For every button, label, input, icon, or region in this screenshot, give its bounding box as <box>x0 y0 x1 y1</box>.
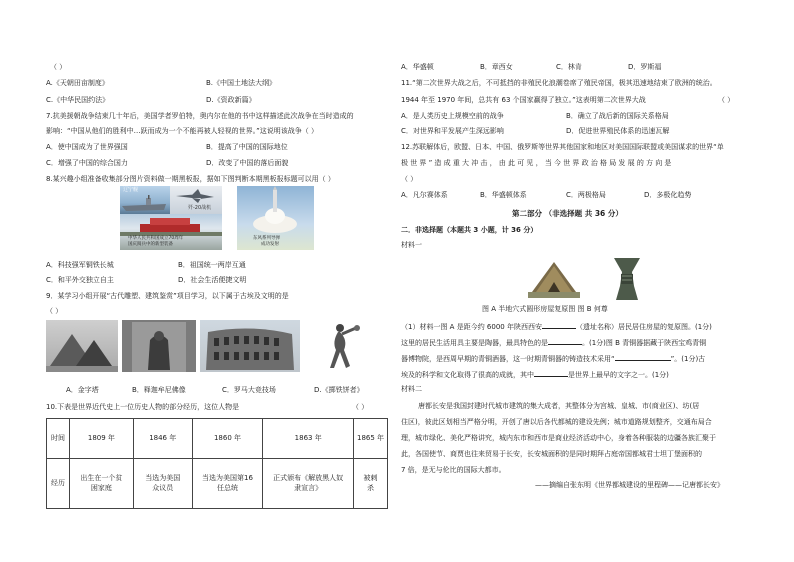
fighter-jet-label: 歼-20战机 <box>188 205 212 211</box>
table-row-head: 经历 <box>47 459 70 509</box>
table-cell-year: 1863 年 <box>263 419 354 459</box>
answer-blank[interactable] <box>615 354 671 361</box>
table-cell-year: 1846 年 <box>133 419 192 459</box>
q12-option-c[interactable]: C．两极格局 <box>566 191 606 199</box>
buddha-statue-image <box>122 320 196 372</box>
q1-line2-suffix: 。(1分)图 B 青铜器据藏于陕西宝鸡青铜 <box>582 339 707 347</box>
q8-option-a[interactable]: A．科技强军铜铁长城 <box>46 261 114 269</box>
q11-option-c[interactable]: C．对世界和平发展产生深远影响 <box>401 127 504 135</box>
aircraft-carrier-label: 辽宁舰 <box>123 187 139 193</box>
q1-line2-prefix: 这里的居民生活用具主要是陶器，最具特色的是 <box>401 339 548 347</box>
q10-bracket: （ ） <box>352 403 369 411</box>
q1-line1-prefix: （1）材料一图 A 是距今约 6000 年陕西西安 <box>401 323 542 331</box>
fighter-jet-image <box>170 186 222 214</box>
table-cell-event: 当选为美国第16任总统 <box>192 459 263 509</box>
q10-option-b[interactable]: B．章西女 <box>480 63 513 71</box>
table-cell-event: 正式颁布《解放黑人奴隶宣言》 <box>263 459 354 509</box>
missile-launch-image <box>237 186 314 250</box>
q9-bracket: （ ） <box>46 307 63 315</box>
table-cell-event: 当选为美国众议员 <box>133 459 192 509</box>
part2-title: 第二部分 （非选择题 共 36 分） <box>512 209 623 218</box>
figure-caption: 图 A 半地穴式圆形房屋复原图 图 B 何尊 <box>482 305 608 313</box>
parade-image <box>120 214 222 250</box>
semi-subterranean-house-image <box>528 256 580 302</box>
q7-option-a[interactable]: A．使中国成为了世界强国 <box>46 143 128 151</box>
material-2-line3: 理，城市绿化、美化严格讲究，城内东市和西市是商业经济活动中心，身着各种服装的边疆各族汇聚于 <box>401 434 716 442</box>
q12-option-a[interactable]: A．凡尔赛体系 <box>401 191 448 199</box>
q9-option-d[interactable]: D.《掷铁饼者》 <box>314 386 364 394</box>
q7-option-d[interactable]: D．改变了中国的落后面貌 <box>206 159 289 167</box>
parade-caption-line1: 中华人民共和国成立70周年 <box>128 236 184 241</box>
q10-stem: 10.下表是世界近代史上一位历史人物的部分经历，这位人物是 <box>46 403 240 411</box>
q1-line3 <box>401 354 705 363</box>
material-2-label: 材料二 <box>401 385 422 393</box>
q11-stem-line1: 11.“第二次世界大战之后，不可抵挡的非殖民化浪潮卷席了殖民帝国，极其迅速地结束了欧洲的统治。 <box>401 79 717 87</box>
section-title: 二．非选择题（本题共 3 小题，计 36 分） <box>401 226 538 234</box>
q1-line4-suffix: 是世界上最早的文字之一。(1分) <box>568 371 669 379</box>
q6-option-d[interactable]: D.《资政新篇》 <box>206 96 256 104</box>
q8-stem: 8.某兴趣小组准备收集部分图片资料做一期黑板报，据如下图判断本期黑板报标题可以用（ ） <box>46 175 335 183</box>
q9-stem: 9．某学习小组开展“古代雕塑、建筑鉴赏”项目学习，以下属于古埃及文明的是 <box>46 292 289 300</box>
table-cell-event: 被刺杀 <box>354 459 388 509</box>
q9-option-a[interactable]: A．金字塔 <box>66 386 99 394</box>
q11-stem-line2: 1944 年至 1970 年间，总共有 63 个国家赢得了独立。”这表明第二次世界大战 <box>401 96 646 104</box>
q9-option-c[interactable]: C．罗马大竞技场 <box>222 386 276 394</box>
material-2-line2: 住区)，彼此区划相当严格分明，开创了唐以后各代都城的建设先例；城市道路规划整齐，交通布局合 <box>401 418 712 426</box>
q6-bracket: （ ） <box>50 63 67 71</box>
q8-option-d[interactable]: D．社会生活便捷文明 <box>178 276 247 284</box>
material-2-line5: 7 倍，是无与伦比的国际大都市。 <box>401 466 506 474</box>
q7-stem-line1: 7.抗美援朝战争结束几十年后，美国学者罗伯特，奥内尔在他的书中这样描述此次战争在当时造成的 <box>46 112 354 120</box>
q1-line4-prefix: 埃及的科学和文化取得了很高的成就，其中 <box>401 371 534 379</box>
q8-option-c[interactable]: C．和平外交独立自主 <box>46 276 114 284</box>
pyramid-image <box>46 320 118 372</box>
life-events-table <box>46 418 388 509</box>
discus-thrower-image <box>310 320 366 372</box>
q7-stem-line2: 影响：“中国从他们的胜利中…跃而成为一个不能再被人轻视的世界。”这说明该战争（ ） <box>46 127 318 135</box>
q7-option-c[interactable]: C．增强了中国的综合国力 <box>46 159 128 167</box>
table-cell-event: 出生在一个贫困家庭 <box>70 459 134 509</box>
answer-blank[interactable] <box>542 322 576 329</box>
q1-line4 <box>401 370 669 379</box>
q11-bracket: （ ） <box>718 96 735 104</box>
q1-line3-prefix: 器博物院，是西周早期的青铜酒器，这一时期青铜器的铸造技术采用“ <box>401 355 615 363</box>
table-row-head: 时间 <box>47 419 70 459</box>
q9-option-b[interactable]: B．释迦牟尼佛像 <box>132 386 186 394</box>
q8-option-b[interactable]: B．祖国统一两岸互通 <box>178 261 246 269</box>
material-2-source: ——摘编自张东明《世界都城建设的里程碑——记唐都长安》 <box>535 481 724 489</box>
q12-option-b[interactable]: B．华盛顿体系 <box>480 191 527 199</box>
q11-option-b[interactable]: B．确立了战后新的国际关系格局 <box>566 112 669 120</box>
answer-blank[interactable] <box>534 370 568 377</box>
missile-caption-line2: 成功发射 <box>261 242 279 247</box>
q10-option-c[interactable]: C．林肯 <box>556 63 582 71</box>
q12-stem-line2: 极世界”造成重大冲击，由此可见，当今世界政治格局发展的方向是 <box>401 159 674 167</box>
aircraft-carrier-image <box>120 186 170 214</box>
missile-caption-line1: 东风系列导弹 <box>253 236 280 241</box>
q11-option-d[interactable]: D．促进世界殖民体系的迅速瓦解 <box>566 127 670 135</box>
q10-option-a[interactable]: A．华盛顿 <box>401 63 434 71</box>
table-cell-year: 1860 年 <box>192 419 263 459</box>
q1-line2 <box>401 338 706 347</box>
q12-option-d[interactable]: D．多极化趋势 <box>644 191 692 199</box>
q12-stem-line1: 12.苏联解体后，欧盟、日本、中国、俄罗斯等世界其他国家和地区对美国国际联盟或美国谋求的世界“单 <box>401 143 724 151</box>
material-2-line4: 此，各国使节、商贾也往来贸易于长安，长安城面积的是同时期拜占庭帝国都城君士坦丁堡面积的 <box>401 450 702 458</box>
colosseum-image <box>200 320 300 372</box>
table-cell-year: 1865 年 <box>354 419 388 459</box>
material-2-line1: 唐都长安是我国封建时代城市建筑的集大成者，其整体分为宫城、皇城、市(商业区)、坊(居 <box>418 402 700 410</box>
q11-option-a[interactable]: A．是人类历史上规模空前的战争 <box>401 112 504 120</box>
q6-option-c[interactable]: C.《中华民国约法》 <box>46 96 110 104</box>
q6-option-b[interactable]: B.《中国土地法大纲》 <box>206 79 277 87</box>
he-zun-bronze-image <box>612 256 642 302</box>
q1-line3-suffix: ”。(1分)古 <box>670 355 706 363</box>
parade-caption-line2: 国庆阅兵中的新型装备 <box>128 242 173 247</box>
table-cell-year: 1809 年 <box>70 419 134 459</box>
material-1-label: 材料一 <box>401 241 422 249</box>
q1-line1 <box>401 322 712 331</box>
q7-option-b[interactable]: B．提高了中国的国际地位 <box>206 143 288 151</box>
q10-option-d[interactable]: D．罗斯福 <box>628 63 662 71</box>
q6-option-a[interactable]: A.《天朝田亩制度》 <box>46 79 109 87</box>
q1-line1-suffix: （遗址名称）居民居住房屋的复原图。(1分) <box>575 323 712 331</box>
answer-blank[interactable] <box>548 338 582 345</box>
q12-bracket: （ ） <box>401 175 418 183</box>
